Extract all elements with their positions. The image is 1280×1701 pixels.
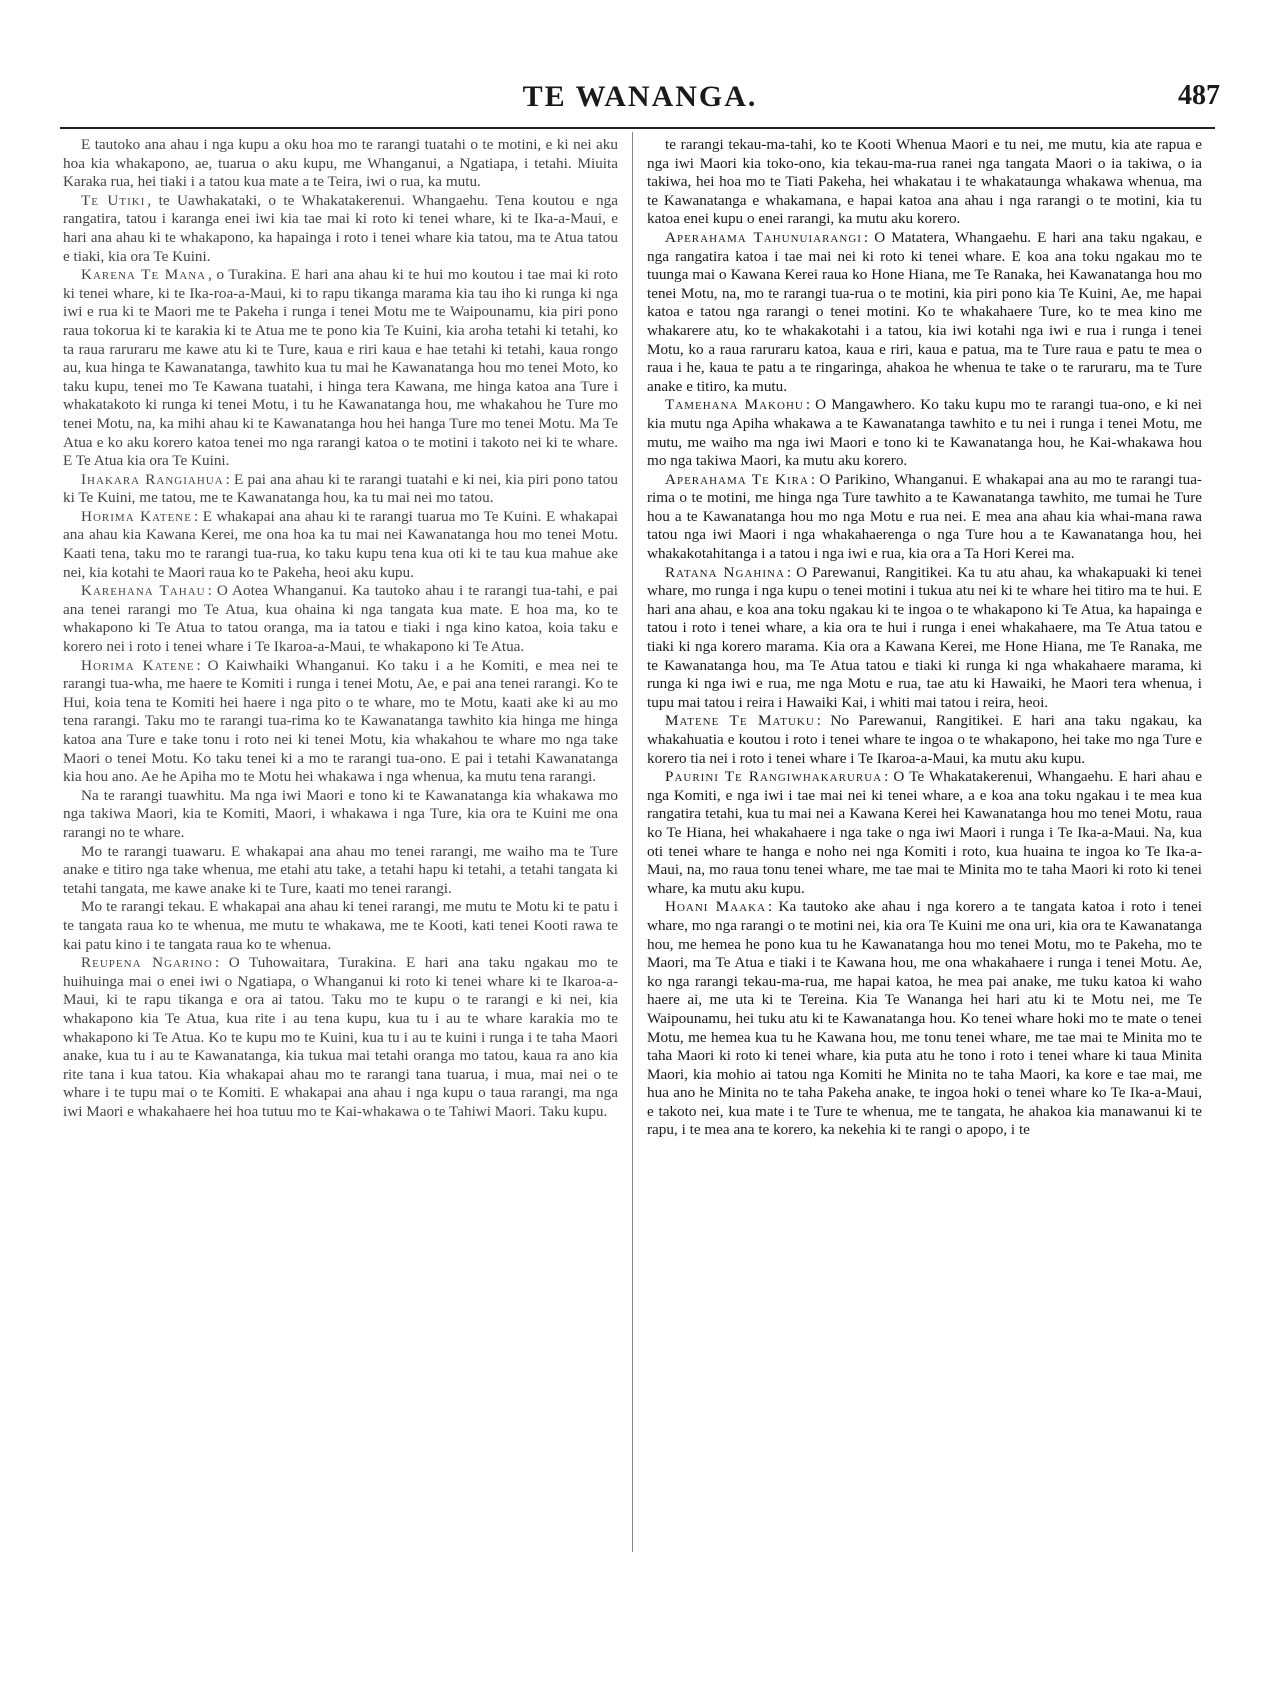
- article-paragraph: [63, 192, 618, 266]
- article-paragraph: [647, 471, 1202, 564]
- article-paragraph: [63, 954, 618, 1121]
- article-paragraph: [647, 768, 1202, 898]
- paragraph-text: : O Matatera, Whangaehu. E hari ana taku ngakau, e nga rangatira katoa i tae mai nei ki roto ki tenei whare. E koa ana toku ngakau mo te tuunga mai o Kawana Kerei raua ko Hone Hiana, me Te Ranaka, hei Kawanatanga hou mo tenei Motu, na, mo te rarangi tua-rua o te motini, kia piri pono kia Te Kuini, Ae, me hapai katoa e tatou nga rarangi o tenei motini. Ko te whakahaere Ture, ko te mea kino me whakarere atu, ko te whakakotahi i a tatou, kia iwi kotahi nga iwi e rua i runga i tenei Motu, ko a raua raruraru katoa, kaua e riri, kaua e patua, ma te Ture raua e patu te mea o raua i he, kaua te patu a te ringaringa, ahakoa he whenua te take o te raruraru, ma te Ture anake e titiro, ka mutu.: [647, 228, 1202, 395]
- speaker-name: Paurini Te Rangiwhakaruruа: [665, 768, 883, 786]
- paragraph-text: : No Parewanui, Rangitikei. E hari ana taku ngakau, ka whakahuatia e koutou i roto i tenei whare te ingoa o te whakapono, hei take mo nga Ture e korero tia nei i roto i tenei whare i Te Ikaroa-a-Maui, ka mutu aku kupu.: [647, 712, 1202, 767]
- speaker-name: Karena Te Mana: [81, 266, 207, 284]
- article-paragraph: [63, 657, 618, 787]
- paragraph-text: : O Parewanui, Rangitikei. Ka tu atu ahau, ka whakapuaki ki tenei whare, mo runga i nga kupu o tenei motini i tukua atu nei ki te whare hei titiro ma te hui. E hari ana ahau, e koa ana toku ngakau ki te ingoa o te whakapono ki Te Atua, ka hapainga e tatou i roto i tenei whare, a kia ora te hui i runga i enei whakahaere, ma Te Atua tatou e tiaki ki nga korero marama. Kia ora a Kawana Kerei, me Hone Hiana, me Te Ranaka, me te Kawanatanga hou, ma Te Atua tatou e tiaki ki runga ki nga whakahaere marama, ki runga ki nga iwi e rua, me nga Motu e rua, tae atu ki Hawaiki, he Maori tera whenua, i tupu mai tatou i reira i Hawaiki Kai, i whiti mai tatou i reira, heoi.: [647, 563, 1202, 711]
- article-paragraph: [63, 266, 618, 471]
- speaker-name: Horima Katene: [81, 507, 192, 525]
- article-paragraph: [63, 582, 618, 656]
- paragraph-text: : E whakapai ana ahau ki te rarangi tuarua mo Te Kuini. E whakapai ana ahau kia Kawana Kerei, me ona hoa ka tu mai nei Kawanatanga hou mo tenei Motu. Kaati tena, taku mo te rarangi tua-rua, ko taku kupu tena kua oti ki te tau kua mahue ake nei, kia kotahi te Maori raua ko te Pakeha, heoi aku kupu.: [63, 507, 618, 581]
- speaker-name: Aperahama Te Kira: [665, 470, 809, 488]
- paragraph-text: , te Uawhakataki, o te Whakatakerenui. Whangaehu. Tena koutou e nga rangatira, tatou i karanga enei iwi kia tae mai ki roto ki tenei whare, ki te Ika-a-Maui, e hari ana ahau ki te whakapono, ka hapainga i roto i tenei whare kia tatou, ma te Atua tatou e tiaki, kia ora Te Kuini.: [63, 191, 618, 265]
- paragraph-text: Mo te rarangi tuawaru. E whakapai ana ahau mo tenei rarangi, me waiho ma te Ture anake e titiro nga take whenua, me etahi atu take, a tetahi hapu ki tetahi, a tetahi tangata ki tetahi tangata, me kawe anake ki te Ture, kaati mo tenei rarangi.: [63, 842, 618, 897]
- speaker-name: Ihakara Rangiahua: [81, 470, 224, 488]
- page-header: [60, 80, 1220, 128]
- speaker-name: Ratana Ngahina: [665, 563, 785, 581]
- paragraph-text: : Ka tautoko ake ahau i nga korero a te tangata katoa i roto i tenei whare, mo nga rarangi o te motini nei, kia ora Te Kuini me ona uri, kia ora te Kawanatanga hou, me hemea he pono kua tu he Kawanatanga hou mo tenei Motu, mo te Pakeha, mo te Maori, ma Te Atua e tiaki i te Kawana hou, me ona whakahaere i runga i tenei Motu. Ae, ko nga rarangi tekau-ma-rua, me hapai katoa, he mea pai anake, me tuku katoa ki waho haere ai, me uta ki te Tereina. Kia Te Wananga hei hari atu ki te Motu nei, me Te Waipounamu, hei tuku atu ki te Kawanatanga hou. Ko tenei whare hoki mo te mate o tenei Motu, me hemea kua tu he Kawana hou, me tonu tenei whare, me tae mai te Minita mo te taha Maori ki roto ki tenei whare, kia puta atu he tono i roto i tenei whare ki taua Minita Maori, kia mohio ai tatou nga Komiti he Minita no te taha Maori, ka kore e tae mai, me hua ano he Minita no te taha Pakeha anake, te ingoa hoki o tenei whare ko Te Ika-a-Maui, e takoto nei, kua mate i te Ture te whenua, me te tangata, he ahakoa kia manawanui ki te rapu, i te mea ana te korero, ka nekehia ki te rangi o apopo, i te: [647, 898, 1202, 1139]
- article-paragraph: [647, 396, 1202, 470]
- speaker-name: Matene Te Matuku: [665, 712, 815, 730]
- article-paragraph: [647, 564, 1202, 713]
- paragraph-text: , o Turakina. E hari ana ahau ki te hui mo koutou i tae mai ki roto ki tenei whare, ki te Ika-roa-a-Maui, ki to rapu tikanga marama kia tau iho ki runga ki nga iwi e rua ki te Maori me te Pakeha i runga i tenei Motu me te Waipounamu, kia piri pono raua tokorua ki te karakia ki te Atua me te pono kia Te Kuini, kia aroha tetahi ki tetahi, ko ta raua raruraru me kawe atu ki te Ture, kaua e riri kaua e hae tetahi ki tetahi, kaua rongo au, kua hinga te Kawanatanga, tawhito kua tu mai he Kawanatanga hou mo tenei Moto, ko taku kupu, tenei mo Te Kawana tuatahi, i hinga tera Kawana, me hinga katoa ana Ture i whakatakoto ki runga ki tenei Motu, i tu he Kawanatanga hou, me whakahou he Ture mo tenei Motu, na, ka mihi ahau ki te Kawanatanga hou hei hanga Ture mo tenei Motu. Ma Te Atua e ko aku korero katoa tenei mo nga rarangi katoa o te motini i takoto nei ki te whare. E Te Atua kia ora Te Kuini.: [63, 266, 618, 470]
- article-paragraph: [63, 508, 618, 582]
- paragraph-text: te rarangi tekau-ma-tahi, ko te Kooti Whenua Maori e tu nei, me mutu, kia ate rapua e nga iwi Maori kia toko-ono, kia tekau-ma-rua ranei nga tangata Maori o ia takiwa, o ia takiwa, hei hoa mo te Tiati Pakeha, hei whakatau i te whakataunga whakawa whenua, ma te Kawanatanga e whakamana, e hapai katoa ana ahau i nga rarangi o te motini, kia tu katoa enei kupu o enei rarangi, ka mutu aku korero.: [647, 136, 1202, 228]
- article-paragraph: [647, 712, 1202, 768]
- page-number: 487: [1178, 80, 1220, 111]
- speaker-name: Karehana Tahau: [81, 582, 206, 600]
- paragraph-text: : O Mangawhero. Ko taku kupu mo te rarangi tua-ono, e ki nei kia mutu nga Apiha whakawa a te Kawanatanga tawhito e tu nei i runga i tenei Motu, me mutu, me waiho ma nga iwi Maori e tono ki te Kawanatanga hou, he Kai-whakawa hou mo nga takiwa Maori, ka mutu aku korero.: [647, 396, 1202, 470]
- article-paragraph: [63, 787, 618, 843]
- paragraph-text: Na te rarangi tuawhitu. Ma nga iwi Maori e tono ki te Kawanatanga kia whakawa mo nga takiwa Maori, kia te Komiti, Maori, i whakawa i nga Ture, kia ora te Kuini me ona rarangi no te whare.: [63, 786, 618, 841]
- paragraph-text: Mo te rarangi tekau. E whakapai ana ahau ki tenei rarangi, me mutu te Motu ki te patu i te tangata raua ko te whenua, me mutu te whakawa, me te Kooti, kati tenei Kooti rawa te kai patu kino i te tangata raua ko te whenua.: [63, 898, 618, 953]
- article-paragraph: [63, 843, 618, 899]
- left-column: [63, 136, 618, 1681]
- paragraph-text: : O Tuhowaitara, Turakina. E hari ana taku ngakau mo te huihuinga mai o enei iwi o Ngatiapa, o Whanganui ki roto ki tenei whare ki te Ikaroa-a-Maui, ki te rapu tikanga e ora ai tatou. Taku mo te kupu o te rarangi e ki nei, kia whakapono kia Te Atua, kua rite i au tena kupu, kua tu i au te whare karakia mo te whakapono ki Te Atua. Ko te kupu mo te Kuini, kua tu i au te kuini i runga i te taha Maori anake, kua tu i au te Kawanatanga, kia tukua mai tetahi oranga mo tatou, kaua ra ano kia rite tana i kua tatou. Kia whakapai ahau mo te rarangi tana tuarua, i mua, mai nei o te whare i te tupu mai o te Komiti. E whakapai ana ahau i nga kupu o taua rarangi, ma nga iwi Maori e whakahaere hei hoa tutuu mo te Kai-whakawa o te Tahiwi Maori. Taku kupu.: [63, 954, 618, 1120]
- newspaper-title: TE WANANGA.: [522, 80, 758, 113]
- header-rule: [60, 127, 1215, 129]
- article-paragraph: [63, 898, 618, 954]
- paragraph-text: : O Te Whakatakerenui, Whangaehu. E hari ahau e nga Komiti, e nga iwi i tae mai nei ki tenei whare, a e koa ana toku ngakau i te mea kua rangatira tetahi, kua tu mai nei a Kawana Kerei hei Kawanatanga hou mo tenei Motu, raua ko Te Hiana, hei whakahaere i nga take o nga iwi Maori i runga i Te Ika-a-Maui. Na, kua oti tenei whare te hanga e noho nei nga Komiti i roto, kua huaina te ingoa ko Te Ika-a-Maui, na, mo raua tonu tenei whare, me tae mai te Minita mo te taha Maori ki roto ki tenei whare, ka mutu aku kupu.: [647, 768, 1202, 897]
- paragraph-text: : E pai ana ahau ki te rarangi tuatahi e ki nei, kia piri pono tatou ki Te Kuini, me tatou, me te Kawanatanga hou, ka tu mai nei mo tatou.: [63, 470, 618, 507]
- column-divider: [632, 132, 633, 1552]
- paragraph-text: E tautoko ana ahau i nga kupu a oku hoa mo te rarangi tuatahi o te motini, e ki nei aku hoa kia whakapono, ae, tuarua o aku kupu, me Whanganui, a Ngatiapa, i tetahi. Miuita Karaka rua, hei tiaki i a tatou kua mate a te Teira, iwi o rua, ka mutu.: [63, 136, 618, 191]
- speaker-name: Te Utiki: [81, 191, 146, 209]
- right-column: [647, 136, 1202, 1681]
- speaker-name: Hoani Maaka: [665, 898, 767, 916]
- speaker-name: Horima Katene: [81, 656, 195, 674]
- speaker-name: Tamehana Makohu: [665, 396, 804, 414]
- speaker-name: Reupena Ngarino: [81, 954, 213, 972]
- article-paragraph: [63, 471, 618, 508]
- article-paragraph: [63, 136, 618, 192]
- article-paragraph: [647, 898, 1202, 1140]
- paragraph-text: : O Kaiwhaiki Whanganui. Ko taku i a he Komiti, e mea nei te rarangi tua-wha, me haere te Komiti i runga i tenei Motu, Ae, e pai ana tenei rarangi. Ko te Hui, koia tena te Komiti hei haere i nga pito o te whare, mo te Motu, kaati ake ki au mo tena rarangi. Taku mo te rarangi tua-rima ko te Kawanatanga tawhito kia hinga me hinga katoa ana Ture e take tonu i roto nei ki tenei Motu, kia whakahou te whare mo nga take Maori o tenei Motu. Ko taku tenei ki a mo te rarangi tua-ono. E pai i tetahi Kawanatanga kia hou ano. Ae he Apiha mo te Motu hei whakawa i nga whenua, ka mutu tena rarangi.: [63, 656, 618, 786]
- speaker-name: Aperahama Tahunuiarangi: [665, 228, 862, 246]
- paragraph-text: : O Parikino, Whanganui. E whakapai ana au mo te rarangi tua-rima o te motini, me hinga nga Ture tawhito a te Kawanatanga tawhito, me tumai he Ture hou a te Kawanatanga hou mo nga Motu e rua nei. E mea ana ahau kia whai-mana rawa tatou nga iwi Maori i nga whakahaerenga o nga Ture hou a te Kawanatanga hou, hei whakakotahitanga i a tatou i nga iwi e rua, kia ora a Ta Hori Kerei ma.: [647, 470, 1202, 563]
- article-paragraph: [647, 229, 1202, 396]
- article-paragraph: [647, 136, 1202, 229]
- paragraph-text: : O Aotea Whanganui. Ka tautoko ahau i te rarangi tua-tahi, e pai ana tenei rarangi mo Te Atua, kua ohaina ki nga tangata kua mate. E hoa ma, ko te whakapono ki Te Atua to tatou oranga, ma ia tatou e tiaki i nga kino katoa, koia taku e korero nei i roto i tenei whare i Te Ikaroa-a-Maui, te whakapono ki Te Atua.: [63, 582, 618, 656]
